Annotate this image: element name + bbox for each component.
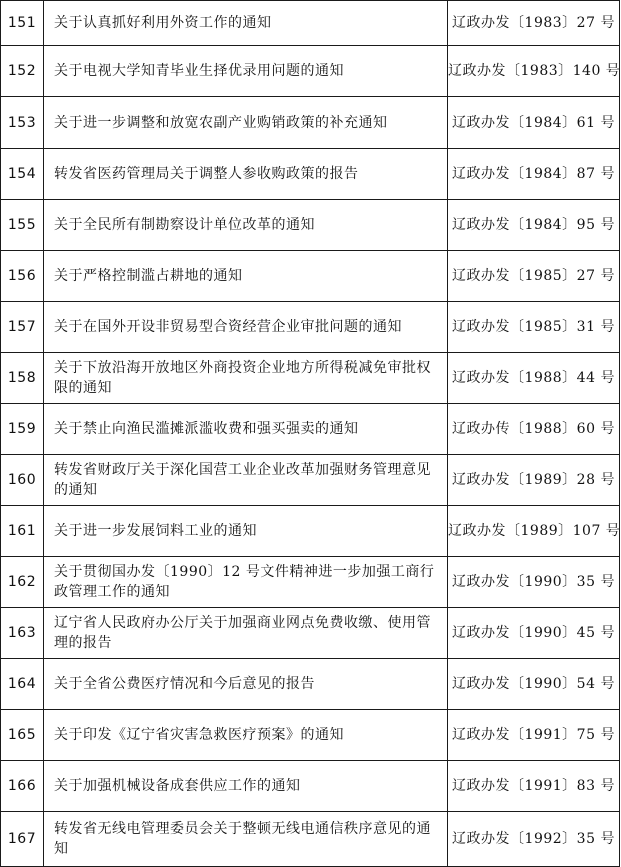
table-row bbox=[1, 251, 620, 302]
document-code: 辽政办发〔1985〕27 号 bbox=[448, 251, 620, 302]
document-title: 关于进一步发展饲料工业的通知 bbox=[44, 506, 448, 557]
table-row bbox=[1, 46, 620, 97]
row-number: 151 bbox=[1, 1, 44, 46]
row-number: 160 bbox=[1, 455, 44, 506]
document-title: 关于贯彻国办发〔1990〕12 号文件精神进一步加强工商行政管理工作的通知 bbox=[44, 557, 448, 608]
table-row bbox=[1, 149, 620, 200]
row-number: 154 bbox=[1, 149, 44, 200]
document-title: 关于进一步调整和放宽农副产业购销政策的补充通知 bbox=[44, 97, 448, 149]
document-code: 辽政办发〔1984〕87 号 bbox=[448, 149, 620, 200]
document-title: 关于禁止向渔民滥摊派滥收费和强买强卖的通知 bbox=[44, 404, 448, 455]
document-title: 转发省无线电管理委员会关于整顿无线电通信秩序意见的通知 bbox=[44, 812, 448, 867]
row-number: 167 bbox=[1, 812, 44, 867]
table-row bbox=[1, 710, 620, 761]
document-code: 辽政办发〔1992〕35 号 bbox=[448, 812, 620, 867]
document-code: 辽政办发〔1991〕83 号 bbox=[448, 761, 620, 812]
table-row bbox=[1, 1, 620, 46]
row-number: 159 bbox=[1, 404, 44, 455]
row-number: 165 bbox=[1, 710, 44, 761]
row-number: 158 bbox=[1, 353, 44, 404]
document-title: 关于严格控制滥占耕地的通知 bbox=[44, 251, 448, 302]
row-number: 166 bbox=[1, 761, 44, 812]
table-row bbox=[1, 200, 620, 251]
table-row bbox=[1, 659, 620, 710]
document-code: 辽政办发〔1984〕61 号 bbox=[448, 97, 620, 149]
table-row bbox=[1, 608, 620, 659]
row-number: 162 bbox=[1, 557, 44, 608]
document-code: 辽政办发〔1990〕35 号 bbox=[448, 557, 620, 608]
document-code: 辽政办发〔1985〕31 号 bbox=[448, 302, 620, 353]
document-code: 辽政办发〔1983〕140 号 bbox=[448, 46, 620, 97]
row-number: 164 bbox=[1, 659, 44, 710]
row-number: 157 bbox=[1, 302, 44, 353]
table-row bbox=[1, 812, 620, 867]
document-code: 辽政办传〔1988〕60 号 bbox=[448, 404, 620, 455]
document-title: 关于印发《辽宁省灾害急救医疗预案》的通知 bbox=[44, 710, 448, 761]
document-title: 关于在国外开设非贸易型合资经营企业审批问题的通知 bbox=[44, 302, 448, 353]
document-code: 辽政办发〔1991〕75 号 bbox=[448, 710, 620, 761]
document-code: 辽政办发〔1989〕107 号 bbox=[448, 506, 620, 557]
table-row bbox=[1, 455, 620, 506]
document-title: 关于全民所有制勘察设计单位改革的通知 bbox=[44, 200, 448, 251]
row-number: 153 bbox=[1, 97, 44, 149]
document-title: 关于加强机械设备成套供应工作的通知 bbox=[44, 761, 448, 812]
row-number: 161 bbox=[1, 506, 44, 557]
document-title: 关于认真抓好利用外资工作的通知 bbox=[44, 1, 448, 46]
document-list-body bbox=[1, 1, 620, 867]
document-title: 辽宁省人民政府办公厅关于加强商业网点免费收缴、使用管理的报告 bbox=[44, 608, 448, 659]
row-number: 163 bbox=[1, 608, 44, 659]
row-number: 155 bbox=[1, 200, 44, 251]
document-code: 辽政办发〔1990〕45 号 bbox=[448, 608, 620, 659]
document-title: 转发省财政厅关于深化国营工业企业改革加强财务管理意见的通知 bbox=[44, 455, 448, 506]
table-row bbox=[1, 353, 620, 404]
table-row bbox=[1, 302, 620, 353]
document-code: 辽政办发〔1989〕28 号 bbox=[448, 455, 620, 506]
document-title: 转发省医药管理局关于调整人参收购政策的报告 bbox=[44, 149, 448, 200]
document-code: 辽政办发〔1988〕44 号 bbox=[448, 353, 620, 404]
document-code: 辽政办发〔1984〕95 号 bbox=[448, 200, 620, 251]
table-row bbox=[1, 506, 620, 557]
row-number: 152 bbox=[1, 46, 44, 97]
table-row bbox=[1, 557, 620, 608]
table-row bbox=[1, 97, 620, 149]
document-title: 关于下放沿海开放地区外商投资企业地方所得税减免审批权限的通知 bbox=[44, 353, 448, 404]
document-code: 辽政办发〔1983〕27 号 bbox=[448, 1, 620, 46]
table-row bbox=[1, 404, 620, 455]
row-number: 156 bbox=[1, 251, 44, 302]
document-title: 关于电视大学知青毕业生择优录用问题的通知 bbox=[44, 46, 448, 97]
document-code: 辽政办发〔1990〕54 号 bbox=[448, 659, 620, 710]
document-title: 关于全省公费医疗情况和今后意见的报告 bbox=[44, 659, 448, 710]
table-row bbox=[1, 761, 620, 812]
